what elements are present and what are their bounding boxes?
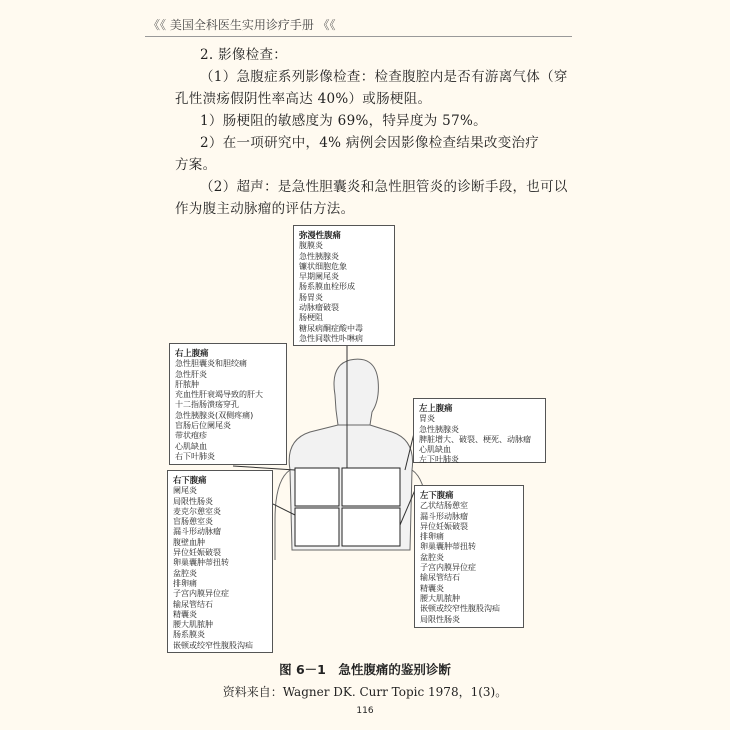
diagnosis-item: 糖尿病酮症酸中毒 xyxy=(299,323,363,333)
diagnosis-item: 带状疱疹 xyxy=(175,431,207,441)
diagnosis-item: 盆腔炎 xyxy=(420,552,444,562)
llq-pain-box xyxy=(414,485,524,628)
diagnosis-item: 盆腔炎 xyxy=(173,568,197,578)
diagnosis-item: 心肌缺血 xyxy=(419,445,451,455)
diagnosis-item: 腹壁血肿 xyxy=(173,537,205,547)
diagnosis-item: 乙状结肠憩室 xyxy=(420,501,468,511)
rlq-pain-title: 右下腹痛 xyxy=(173,475,207,485)
diagnosis-item: 镰状细胞危象 xyxy=(299,261,347,271)
llq-pain-list xyxy=(420,501,518,625)
diagnosis-item: 输尿管结石 xyxy=(420,573,460,583)
figure-source: 资料来自：Wagner DK. Curr Topic 1978，1(3)。 xyxy=(222,685,508,699)
diagnosis-item: 精囊炎 xyxy=(173,609,197,619)
diagnosis-item: 急性胰腺炎 xyxy=(419,424,459,434)
luq-pain-title: 左上腹痛 xyxy=(419,403,453,413)
paragraph-line: （2）超声：是急性胆囊炎和急性胆管炎的诊断手段，也可以 xyxy=(200,179,568,195)
diagnosis-item: 嵌顿或绞窄性腹股沟疝 xyxy=(420,604,500,614)
head-outline xyxy=(334,359,378,425)
section-heading: 2. 影像检查： xyxy=(200,47,288,63)
paragraph-line: （1）急腹症系列影像检查：检查腹腔内是否有游离气体（穿 xyxy=(200,69,568,85)
diagnosis-item: 卵巢囊肿蒂扭转 xyxy=(173,558,229,568)
diagnosis-item: 脾脏增大、破裂、梗死、动脉瘤 xyxy=(419,434,531,444)
diagnosis-item: 排卵痛 xyxy=(173,578,197,588)
luq-region xyxy=(342,468,400,506)
diagnosis-item: 局限性肠炎 xyxy=(420,614,460,624)
diagnosis-item: 漏斗形动脉瘤 xyxy=(420,511,468,521)
diagnosis-item: 腰大肌脓肿 xyxy=(420,593,460,603)
diagnosis-item: 十二指肠溃疡穿孔 xyxy=(175,400,239,410)
diagnosis-item: 腰大肌脓肿 xyxy=(173,620,213,630)
diagnosis-item: 心肌缺血 xyxy=(175,441,207,451)
diagnosis-item: 肠梗阻 xyxy=(299,313,323,323)
diagnosis-item: 腹膜炎 xyxy=(299,241,323,251)
llq-pain-title: 左下腹痛 xyxy=(420,490,454,500)
diffuse-pain-list xyxy=(299,241,389,344)
diagnosis-item: 异位妊娠破裂 xyxy=(173,548,221,558)
diagnosis-item: 卵巢囊肿蒂扭转 xyxy=(420,542,476,552)
rlq-pain-list xyxy=(173,486,267,651)
diagnosis-item: 左下叶肺炎 xyxy=(419,455,459,465)
llq-region xyxy=(342,508,400,546)
diagnosis-item: 盲肠后位阑尾炎 xyxy=(175,421,231,431)
paragraph-line: 方案。 xyxy=(175,157,217,173)
diagnosis-item: 急性间歇性卟啉病 xyxy=(299,333,363,343)
diagnosis-item: 排卵痛 xyxy=(420,532,444,542)
rlq-pain-box xyxy=(167,470,273,653)
paragraph-line: 1）肠梗阻的敏感度为 69%，特异度为 57%。 xyxy=(200,113,487,129)
diagnosis-item: 子宫内膜异位症 xyxy=(420,563,476,573)
paragraph-line: 孔性溃疡假阴性率高达 40%）或肠梗阻。 xyxy=(175,91,432,107)
paragraph-line: 2）在一项研究中，4% 病例会因影像检查结果改变治疗 xyxy=(200,135,540,151)
diagnosis-item: 子宫内膜异位症 xyxy=(173,589,229,599)
diagnosis-item: 急性胆囊炎和胆绞痛 xyxy=(175,359,247,369)
diagnosis-item: 漏斗形动脉瘤 xyxy=(173,527,221,537)
ruq-pain-title: 右上腹痛 xyxy=(175,348,209,358)
diagnosis-item: 肠系膜血栓形成 xyxy=(299,282,355,292)
diagnosis-item: 急性胰腺炎 xyxy=(299,251,339,261)
rlq-region xyxy=(295,508,339,546)
diagnosis-item: 动脉瘤破裂 xyxy=(299,303,339,313)
diffuse-pain-box xyxy=(293,225,395,346)
diffuse-pain-title: 弥漫性腹痛 xyxy=(299,230,341,240)
diagnosis-item: 充血性肝衰竭导致的肝大 xyxy=(175,390,263,400)
left-arm xyxy=(275,470,290,560)
diagnosis-item: 局限性肠炎 xyxy=(173,496,213,506)
luq-pain-list xyxy=(419,414,540,465)
ruq-pain-box xyxy=(169,343,287,465)
diagnosis-item: 麦克尔憩室炎 xyxy=(173,506,221,516)
diagnosis-item: 右下叶肺炎 xyxy=(175,451,215,461)
ruq-region xyxy=(295,468,339,506)
figure-caption: 图 6－1 急性腹痛的鉴别诊断 xyxy=(279,662,451,677)
ruq-pain-list xyxy=(175,359,281,462)
diagnosis-item: 急性肝炎 xyxy=(175,369,207,379)
diagnosis-item: 输尿管结石 xyxy=(173,599,213,609)
diagnosis-item: 急性胰腺炎(双侧疼痛) xyxy=(175,410,254,420)
diagnosis-item: 阑尾炎 xyxy=(173,486,197,496)
diagnosis-item: 异位妊娠破裂 xyxy=(420,521,468,531)
diagnosis-item: 精囊炎 xyxy=(420,583,444,593)
luq-pain-box xyxy=(413,398,546,463)
diagnosis-item: 早期阑尾炎 xyxy=(299,272,339,282)
running-header: 《《 美国全科医生实用诊疗手册 《《 xyxy=(148,18,336,32)
diagnosis-item: 嵌顿或绞窄性腹股沟疝 xyxy=(173,640,253,650)
diagnosis-item: 肝脓肿 xyxy=(175,379,199,389)
diagnosis-item: 肠胃炎 xyxy=(299,292,323,302)
diagnosis-item: 胃炎 xyxy=(419,414,435,424)
paragraph-line: 作为腹主动脉瘤的评估方法。 xyxy=(175,201,355,217)
page-number: 116 xyxy=(356,706,374,716)
diagnosis-item: 盲肠憩室炎 xyxy=(173,517,213,527)
diagnosis-item: 肠系膜炎 xyxy=(173,630,205,640)
